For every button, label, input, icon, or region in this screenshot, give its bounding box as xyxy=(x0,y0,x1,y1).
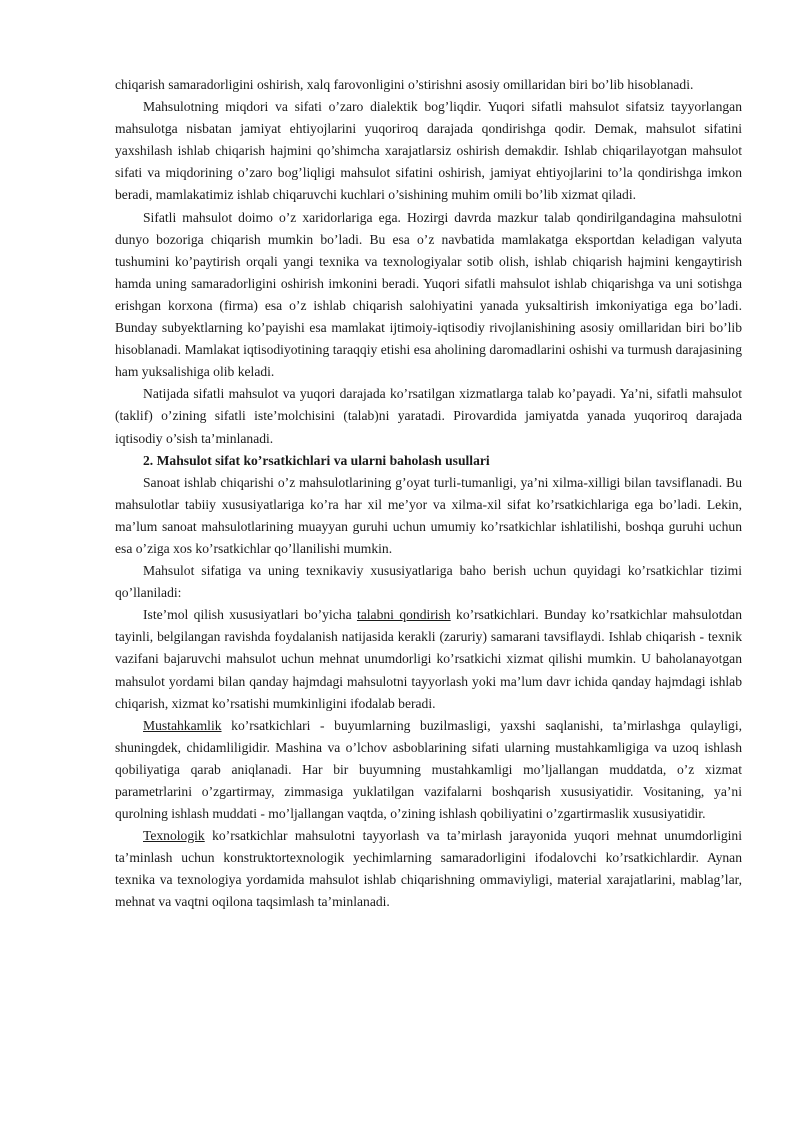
text-segment: ko’rsatkichlari. Bunday ko’rsatkichlar mahsulotdan tayinli, belgilangan ravishda foydalanish natijasida kerakli (zaruriy) samarani tavsiflaydi. Ishlab chiqarish - texnik vazifani bajaruvchi mahsulot uchun mehnat unumdorligi ko’rsatkichi xizmat qilishi mumkin. U baholanayotgan mahsulot yordami bilan qanday hajmdagi mahsulotni tayyorlash yoki ma’lum davr ichida qanday hajmdagi ishlab chiqarish, xizmat ko’rsatishi mumkinligini ifodalab beradi. xyxy=(115,607,742,711)
paragraph-indicator-system: Mahsulot sifatiga va uning texnikaviy xususiyatlariga baho berish uchun quyidagi ko’rsatkichlar tizimi qo’llaniladi: xyxy=(115,563,742,601)
paragraph-quality-customers: Sifatli mahsulot doimo o’z xaridorlariga ega. Hozirgi davrda mazkur talab qondirilgandagina mahsulotni dunyo bozoriga chiqarish mumkin bo’ladi. Bu esa o’z navbatida mamlakatga eksportdan keladigan valyuta tushumini ko’paytirish orqali yangi texnika va texnologiyalar sotib olish, ishlab chiqarish hajmini kengaytirish hamda uning samaradorligini oshirish imkonini beradi. Yuqori sifatli mahsulot ishlab chiqarishga va uni sotishga erishgan korxona (firma) esa o’z ishlab chiqarish salohiyatini yanada yuksaltirish imkoniyatiga ega bo’ladi. Bunday subyektlarning ko’payishi esa mamlakat ijtimoiy-iqtisodiy rivojlanishining asosiy omillaridan biri bo’lib hisoblanadi. Mamlakat iqtisodiyotining taraqqiy etishi esa aholining daromadlarini oshishi va turmush darajasining ham yuksalishiga olib keladi. xyxy=(115,209,742,380)
paragraph-industrial-products: Sanoat ishlab chiqarishi o’z mahsulotlarining g’oyat turli-tumanligi, ya’ni xilma-xilligi bilan tavsiflanadi. Bu mahsulotlar tabiiy xususiyatlariga ko’ra har xil me’yor va xilma-xil sifat ko’rsatkichlariga ega bo’ladi. Lekin, ma’lum sanoat mahsulotlarining muayyan guruhi uchun umumiy ko’rsatkichlar ishlatilishi, boshqa guruhi uchun esa o’ziga xos ko’rsatkichlar qo’llanilishi mumkin. xyxy=(115,474,742,556)
document-page xyxy=(115,74,742,914)
underlined-term: talabni qondirish xyxy=(356,607,451,623)
text-segment: ko’rsatkichlar mahsulotni tayyorlash va ta’mirlash jarayonida yuqori mehnat unumdorligini ta’minlash uchun konstruktortexnologik yechimlarning samaradorligini ifodalovchi ko’rsatkichlardir. Aynan texnika va texnologiya yordamida mahsulot ishlab chiqarishning ommaviyligi, material xarajatlarini, mablag’lar, mehnat va vaqtni oqilona taqsimlash ta’minlanadi. xyxy=(115,828,742,910)
text-segment: ko’rsatkichlari - buyumlarning buzilmasligi, yaxshi saqlanishi, ta’mirlashga qulayligi, shuningdek, chidamliligidir. Mashina va o’lchov asboblarining sifati ularning mustahkamligiga va uzoq ishlash qobiliyatiga qarab aniqlanadi. Har bir buyumning mustahkamligi mo’ljallangan muddatda, o’z xizmat parametrlarini o’zgartirmay, zimmasiga yuklatilgan vazifalarni boshqarish xususiyatidir. Vositaning, ya’ni qurolning ishlash muddati - mo’ljallangan vaqtda, o’zining ishlash qobiliyatini o’zgartirmaslik xususiyatidir. xyxy=(115,717,742,822)
section-heading: 2. Mahsulot sifat ko’rsatkichlari va ularni baholash usullari xyxy=(143,452,490,468)
paragraph-quality-quantity: Mahsulotning miqdori va sifati o’zaro dialektik bog’liqdir. Yuqori sifatli mahsulot sifatsiz tayyorlangan mahsulotga nisbatan jamiyat ehtiyojlarini yuqoriroq darajada qondirishga qodir. Demak, mahsulot sifatini yaxshilash ishlab chiqarish hajmini qo’shimcha xarajatlarsiz oshirish demakdir. Ishlab chiqarilayotgan mahsulot sifati va miqdorining o’zaro bog’liqligi mahsulot sifatini oshirish, jamiyat ehtiyojlarini to’la qondirishga imkon beradi, mamlakatimiz ishlab chiqaruvchi kuchlari o’sishining muhim omili bo’lib xizmat qiladi. xyxy=(115,99,742,203)
underlined-term: Mustahkamlik xyxy=(143,717,222,733)
paragraph-result-demand: Natijada sifatli mahsulot va yuqori darajada ko’rsatilgan xizmatlarga talab ko’payadi. Ya’ni, sifatli mahsulot (taklif) o’zining sifatli iste’molchisini (talab)ni yaratadi. Pirovardida jamiyatda yanada yuqoriroq darajada iqtisodiy o’sish ta’minlanadi. xyxy=(115,386,742,446)
underlined-term: Texnologik xyxy=(143,828,205,844)
text-segment: Iste’mol qilish xususiyatlari bo’yicha xyxy=(143,607,357,623)
paragraph-continuation: chiqarish samaradorligini oshirish, xalq farovonligini o’stirishni asosiy omillaridan biri bo’lib hisoblanadi. xyxy=(115,77,694,92)
paragraph-technological-indicators xyxy=(115,825,742,913)
paragraph-demand-indicators xyxy=(115,604,742,714)
paragraph-durability-indicators xyxy=(115,715,742,825)
